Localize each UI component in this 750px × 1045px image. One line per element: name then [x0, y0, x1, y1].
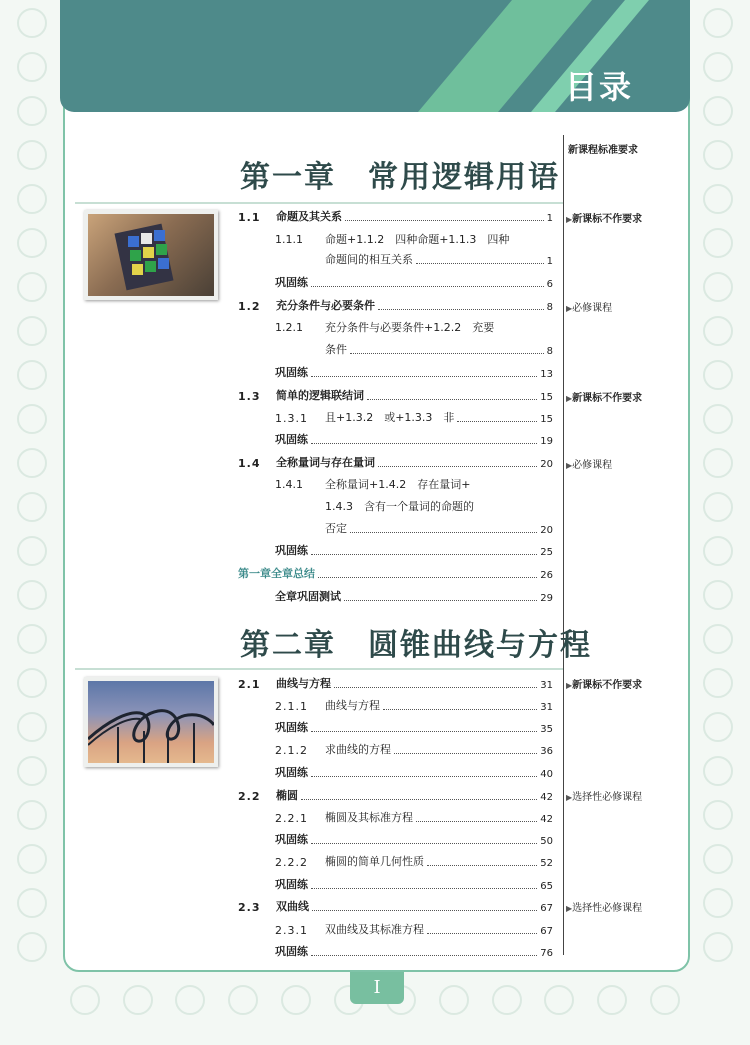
section-number: 1.1: [238, 211, 261, 224]
section-number: 1.2: [238, 300, 261, 313]
toc-section[interactable]: [238, 208, 553, 224]
toc-subsection[interactable]: [275, 853, 553, 869]
requirement-note: ▶选择性必修课程: [566, 792, 643, 803]
divider: [75, 202, 563, 204]
subsection-number: 2.2.1: [275, 812, 308, 825]
toc-section[interactable]: [238, 297, 553, 313]
subsection-title: 全称量词+1.4.2 存在量词+: [325, 478, 471, 491]
page-ref: 15: [540, 392, 553, 403]
subsection-number: 2.3.1: [275, 924, 308, 937]
subsection-number: 2.1.1: [275, 700, 308, 713]
page-ref: 36: [540, 746, 553, 757]
toc-subsection[interactable]: [275, 809, 553, 825]
page-ref: 29: [540, 593, 553, 604]
toc-exercise[interactable]: [275, 876, 553, 892]
section-title: 全称量词与存在量词: [276, 456, 375, 469]
toc-exercise[interactable]: [275, 764, 553, 780]
toc-subsection[interactable]: [275, 476, 470, 492]
toc-subsection[interactable]: [275, 319, 494, 335]
subsection-number: 1.3.1: [275, 412, 308, 425]
section-number: 1.3: [238, 390, 261, 403]
subsection-title: 充分条件与必要条件+1.2.2 充要: [325, 321, 495, 334]
toc-subsection-cont[interactable]: [325, 520, 553, 536]
requirement-note: ▶选择性必修课程: [566, 903, 643, 914]
page-ref: 67: [540, 926, 553, 937]
section-number: 2.1: [238, 678, 261, 691]
subsection-title: 曲线与方程: [325, 699, 380, 712]
section-number: 1.4: [238, 457, 261, 470]
page-title: 目录: [565, 68, 634, 106]
exercise-title: 巩固练: [275, 366, 308, 379]
triangle-icon: ▶: [566, 461, 573, 470]
background-pattern-left: [2, 0, 62, 1045]
triangle-icon: ▶: [566, 304, 573, 313]
page-ref: 20: [540, 525, 553, 536]
page-ref: 8: [546, 346, 553, 357]
toc-subsection-cont[interactable]: [325, 251, 553, 267]
section-title: 简单的逻辑联结词: [276, 389, 364, 402]
requirement-note: ▶必修课程: [566, 460, 613, 471]
triangle-icon: ▶: [566, 681, 573, 690]
toc-subsection[interactable]: [275, 231, 509, 247]
page-ref: 26: [540, 570, 553, 581]
subsection-number: 2.1.2: [275, 744, 308, 757]
test-title: 全章巩固测试: [275, 590, 341, 603]
background-pattern-right: [688, 0, 748, 1045]
page-ref: 31: [540, 680, 553, 691]
page-number: I: [373, 977, 381, 998]
chapter-title: 第一章 常用逻辑用语: [240, 160, 560, 195]
requirements-header: 新课程标准要求: [568, 145, 638, 156]
subsection-title-cont: 命题间的相互关系: [325, 253, 413, 266]
toc-section[interactable]: [238, 675, 553, 691]
page-number-tab: [350, 972, 404, 1004]
triangle-icon: ▶: [566, 215, 573, 224]
subsection-title: 双曲线及其标准方程: [325, 923, 424, 936]
page-ref: 25: [540, 547, 553, 558]
page-ref: 15: [540, 414, 553, 425]
page-ref: 52: [540, 858, 553, 869]
page-ref: 35: [540, 724, 553, 735]
chapter-title: 第二章 圆锥曲线与方程: [240, 628, 592, 663]
toc-exercise[interactable]: [275, 943, 553, 959]
subsection-title: 椭圆的简单几何性质: [325, 855, 424, 868]
section-number: 2.3: [238, 901, 261, 914]
exercise-title: 巩固练: [275, 945, 308, 958]
summary-title: 第一章全章总结: [238, 567, 315, 580]
toc-subsection-cont[interactable]: [325, 341, 553, 357]
section-title: 命题及其关系: [276, 210, 342, 223]
page-ref: 65: [540, 881, 553, 892]
page-ref: 13: [540, 369, 553, 380]
subsection-title-cont: 否定: [325, 522, 347, 535]
toc-section[interactable]: [238, 898, 553, 914]
roller-coaster-image: [84, 677, 218, 767]
exercise-title: 巩固练: [275, 878, 308, 891]
page-ref: 20: [540, 459, 553, 470]
exercise-title: 巩固练: [275, 276, 308, 289]
page-ref: 31: [540, 702, 553, 713]
toc-section[interactable]: [238, 387, 553, 403]
section-title: 双曲线: [276, 900, 309, 913]
toc-exercise[interactable]: [275, 364, 553, 380]
exercise-title: 巩固练: [275, 833, 308, 846]
section-title: 椭圆: [276, 789, 298, 802]
divider: [75, 668, 563, 670]
triangle-icon: ▶: [566, 394, 573, 403]
toc-exercise[interactable]: [275, 274, 553, 290]
exercise-title: 巩固练: [275, 766, 308, 779]
page-ref: 19: [540, 436, 553, 447]
toc-section[interactable]: [238, 454, 553, 470]
page-header: [60, 0, 690, 112]
section-title: 曲线与方程: [276, 677, 331, 690]
page-ref: 1: [546, 256, 553, 267]
page-ref: 40: [540, 769, 553, 780]
page-ref: 76: [540, 948, 553, 959]
requirement-note: ▶新课标不作要求: [566, 393, 643, 404]
subsection-title: 求曲线的方程: [325, 743, 391, 756]
toc-exercise[interactable]: [275, 719, 553, 735]
toc-subsection[interactable]: [275, 697, 553, 713]
page-ref: 8: [546, 302, 553, 313]
subsection-number: 1.4.1: [275, 478, 303, 491]
subsection-title-cont: 条件: [325, 343, 347, 356]
subsection-title: 椭圆及其标准方程: [325, 811, 413, 824]
triangle-icon: ▶: [566, 793, 573, 802]
subsection-number: 1.1.1: [275, 233, 303, 246]
page-ref: 42: [540, 792, 553, 803]
exercise-title: 巩固练: [275, 721, 308, 734]
toc-chapter-summary[interactable]: [238, 565, 553, 581]
triangle-icon: ▶: [566, 904, 573, 913]
page-ref: 1: [546, 213, 553, 224]
requirement-note: ▶新课标不作要求: [566, 214, 643, 225]
toc-exercise[interactable]: [275, 542, 553, 558]
subsection-number: 1.2.1: [275, 321, 303, 334]
page-ref: 42: [540, 814, 553, 825]
page-ref: 6: [546, 279, 553, 290]
toc-subsection[interactable]: [275, 921, 553, 937]
rubiks-cube-image: [84, 210, 218, 300]
toc-section[interactable]: [238, 787, 553, 803]
toc-subsection[interactable]: [275, 409, 553, 425]
column-divider: [563, 135, 564, 955]
toc-subsection[interactable]: [275, 741, 553, 757]
subsection-number: 2.2.2: [275, 856, 308, 869]
toc-exercise[interactable]: [275, 431, 553, 447]
subsection-title: 且+1.3.2 或+1.3.3 非: [325, 411, 455, 424]
toc-subsection-cont: 1.4.3 含有一个量词的命题的: [325, 500, 474, 513]
toc-chapter-test[interactable]: [275, 588, 553, 604]
toc-exercise[interactable]: [275, 831, 553, 847]
section-number: 2.2: [238, 790, 261, 803]
section-title: 充分条件与必要条件: [276, 299, 375, 312]
page-ref: 50: [540, 836, 553, 847]
requirement-note: ▶新课标不作要求: [566, 680, 643, 691]
requirement-note: ▶必修课程: [566, 303, 613, 314]
exercise-title: 巩固练: [275, 544, 308, 557]
subsection-title: 命题+1.1.2 四种命题+1.1.3 四种: [325, 233, 510, 246]
page-ref: 67: [540, 903, 553, 914]
exercise-title: 巩固练: [275, 433, 308, 446]
